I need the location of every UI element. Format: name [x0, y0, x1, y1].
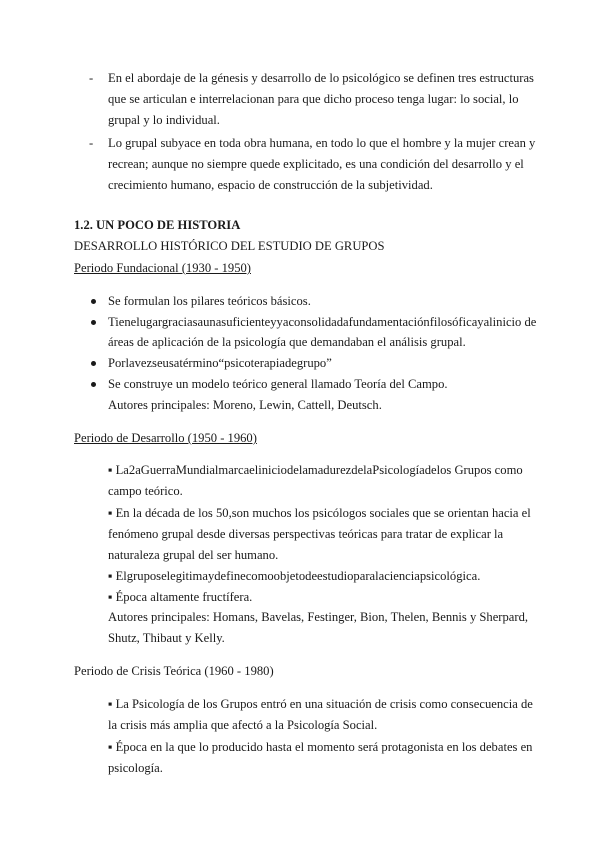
bullet-icon — [91, 320, 96, 325]
period-title: Periodo de Desarrollo (1950 - 1960) — [74, 431, 257, 445]
list-item-text: psicología. — [108, 761, 163, 775]
list-dash-marker: - — [89, 136, 94, 150]
list-item-text: ▪ Época altamente fructífera. — [108, 590, 253, 604]
list-item-text: que se articulan e interrelacionan para que dicho proceso tenga lugar: lo social, lo — [108, 92, 519, 106]
list-item-text: ▪ En la década de los 50,son muchos los psicólogos sociales que se orientan hacia el — [108, 506, 531, 520]
list-item-text: Lo grupal subyace en toda obra humana, en todo lo que el hombre y la mujer crean y — [108, 136, 536, 150]
list-item-text: la crisis más amplia que afectó a la Psicología Social. — [108, 718, 378, 732]
list-item-text: naturaleza grupal del ser humano. — [108, 548, 279, 562]
section-heading: 1.2. UN POCO DE HISTORIA — [74, 218, 241, 232]
list-item-text: En el abordaje de la génesis y desarrollo de lo psicológico se definen tres estructuras — [108, 71, 534, 85]
list-item-text: Se formulan los pilares teóricos básicos. — [108, 294, 311, 308]
list-item-text: fenómeno grupal desde diversas perspectivas teóricas para tratar de explicar la — [108, 527, 504, 541]
list-item-text: recrean; aunque no siempre quede explicitado, es una condición del desarrollo y el — [108, 157, 524, 171]
bullet-icon — [91, 299, 96, 304]
bullet-icon — [91, 382, 96, 387]
list-item-text: Autores principales: Homans, Bavelas, Festinger, Bion, Thelen, Bennis y Sherpard, — [108, 610, 529, 624]
list-item-text: ▪ La2aGuerraMundialmarcaeliniciodelamadurezdelaPsicologíadelos Grupos como — [108, 463, 523, 477]
list-item-text: ▪ Elgruposelegitimaydefinecomoobjetodeestudioparalacienciapsicológica. — [108, 569, 481, 583]
period-title: Periodo de Crisis Teórica (1960 - 1980) — [74, 664, 274, 678]
list-item-text: Se construye un modelo teórico general llamado Teoría del Campo. — [108, 377, 448, 391]
list-item-text: crecimiento humano, espacio de construcción de la subjetividad. — [108, 178, 433, 192]
bullet-icon — [91, 361, 96, 366]
list-dash-marker: - — [89, 71, 94, 85]
list-item-text: Shutz, Thibaut y Kelly. — [108, 631, 225, 645]
list-item-text: Autores principales: Moreno, Lewin, Cattell, Deutsch. — [108, 398, 382, 412]
list-item-text: ▪ Época en la que lo producido hasta el momento será protagonista en los debates en — [108, 740, 533, 754]
period-title: Periodo Fundacional (1930 - 1950) — [74, 261, 251, 275]
list-item-text: Porlavezseusatérmino“psicoterapiadegrupo” — [108, 356, 332, 370]
list-item-text: grupal y lo individual. — [108, 113, 220, 127]
list-item-text: campo teórico. — [108, 484, 183, 498]
list-item-text: Tienelugargraciasaunasuficienteyyaconsolidadafundamentaciónfilosóficayalinicio de — [108, 315, 537, 329]
list-item-text: áreas de aplicación de la psicología que demandaban el análisis grupal. — [108, 335, 466, 349]
list-item-text: ▪ La Psicología de los Grupos entró en una situación de crisis como consecuencia de — [108, 697, 533, 711]
section-subheading: DESARROLLO HISTÓRICO DEL ESTUDIO DE GRUPOS — [74, 239, 385, 253]
